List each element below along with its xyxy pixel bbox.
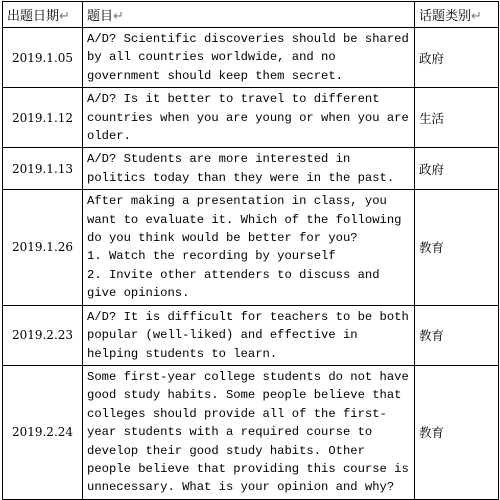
header-topic-label: 题目 [87, 9, 114, 24]
category-cell: 政府 [415, 28, 499, 88]
topic-cell: A/D? Scientific discoveries should be shared by all countries worldwide, and no government should keep them secret. [83, 28, 415, 88]
date-cell: 2019.1.26 [3, 190, 83, 305]
table-row [3, 190, 499, 305]
header-row [3, 2, 499, 28]
category-cell: 教育 [415, 305, 499, 365]
topic-cell: A/D? It is difficult for teachers to be both popular (well-liked) and effective in helping students to learn. [83, 305, 415, 365]
topic-cell: After making a presentation in class, you want to evaluate it. Which of the following do you think would be better for you? 1. Watch the recording by yourself 2. Invite other attenders to discuss and give opinions. [83, 190, 415, 305]
table-row [3, 305, 499, 365]
header-category: 话题类别↵ [415, 2, 499, 28]
header-topic: 题目↵ [83, 2, 415, 28]
topic-cell: A/D? Students are more interested in politics today than they were in the past. [83, 148, 415, 190]
date-cell: 2019.2.23 [3, 305, 83, 365]
date-cell: 2019.1.12 [3, 88, 83, 148]
header-date: 出题日期↵ [3, 2, 83, 28]
table-row [3, 88, 499, 148]
category-cell: 政府 [415, 148, 499, 190]
header-date-label: 出题日期 [7, 9, 60, 24]
table-row [3, 365, 499, 499]
date-cell: 2019.1.05 [3, 28, 83, 88]
category-cell: 教育 [415, 365, 499, 499]
table-row [3, 148, 499, 190]
category-cell: 教育 [415, 190, 499, 305]
table-row [3, 28, 499, 88]
header-category-label: 话题类别 [419, 9, 472, 24]
topic-cell: Some first-year college students do not have good study habits. Some people believe that colleges should provide all of the first-year students with a required course to develop their good study habits. Other people believe that providing this course is unnecessary. What is your opinion and why? [83, 365, 415, 499]
date-cell: 2019.2.24 [3, 365, 83, 499]
date-cell: 2019.1.13 [3, 148, 83, 190]
category-cell: 生活 [415, 88, 499, 148]
topic-cell: A/D? Is it better to travel to different countries when you are young or when you are older. [83, 88, 415, 148]
topics-table [2, 1, 499, 500]
